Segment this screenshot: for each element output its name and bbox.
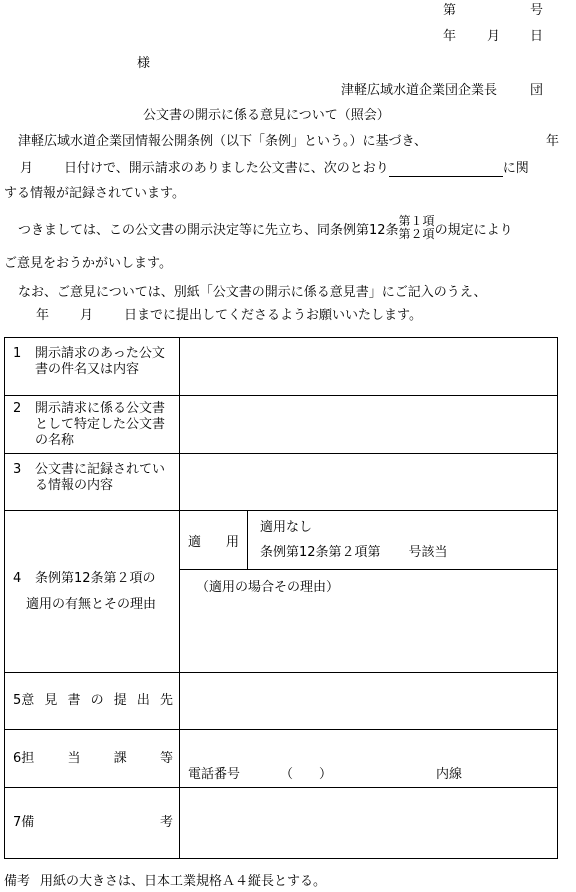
- table-row: [5, 511, 558, 673]
- footer-label: 備考: [4, 874, 31, 889]
- row-4-value: [180, 511, 558, 673]
- subject-blank-line: [389, 162, 503, 177]
- row-4-label: 4 条例第12条第２項の 適用の有無とその理由: [5, 511, 180, 673]
- date-month: 月: [487, 29, 501, 44]
- paragraph-3-line-1: なお、ご意見については、別紙「公文書の開示に係る意見書」にご記入のうえ、: [18, 285, 487, 300]
- table-row: [5, 454, 558, 511]
- paragraph-2-line-1: [18, 212, 513, 244]
- deadline-month: 月: [80, 308, 94, 323]
- row-6-value[interactable]: [180, 730, 558, 788]
- deadline-year: 年: [36, 308, 50, 323]
- row-2-value[interactable]: [180, 396, 558, 454]
- seal-mark: 団: [530, 83, 544, 98]
- row-2-label: 2 開示請求に係る公文書として特定した公文書の名称: [5, 396, 180, 454]
- row-5-value[interactable]: [180, 673, 558, 730]
- reason-field[interactable]: （適用の場合その理由）: [196, 580, 340, 595]
- row-3-value[interactable]: [180, 454, 558, 511]
- paragraph-1-year: 年: [546, 134, 560, 149]
- paragraph-3-line-2: [36, 308, 422, 324]
- phone-area-code: （ ）: [280, 767, 333, 782]
- paragraph-1-text: 日付けで、開示請求のありました公文書に、次のとおり: [64, 161, 389, 176]
- addressee-suffix: 様: [137, 56, 151, 71]
- table-row: [5, 338, 558, 396]
- paragraph-2-end: の規定により: [434, 222, 513, 238]
- table-row: [5, 730, 558, 788]
- table-row: [5, 673, 558, 730]
- row-7-value[interactable]: [180, 788, 558, 859]
- number-prefix: 第: [443, 3, 457, 18]
- paragraph-1-line-1: 津軽広域水道企業団情報公開条例（以下「条例」という。）に基づき、: [18, 134, 427, 149]
- row-3-label: 3 公文書に記録されている情報の内容: [5, 454, 180, 511]
- row-1-value[interactable]: [180, 338, 558, 396]
- option-applicable-item[interactable]: 条例第12条第２項第 号該当: [260, 545, 448, 560]
- paragraph-2-line-2: ご意見をおうかがいします。: [4, 256, 172, 271]
- paragraph-1-end: に関: [502, 161, 529, 176]
- phone-label: 電話番号: [188, 767, 241, 782]
- number-suffix: 号: [530, 3, 544, 18]
- option-not-applicable[interactable]: 適用なし: [260, 520, 313, 535]
- article-paragraph-options: [399, 215, 435, 241]
- row-5-label: 5 意 見 書 の 提 出 先: [5, 673, 180, 730]
- paragraph-1-month: 月: [20, 161, 34, 176]
- sender-title: 津軽広域水道企業団企業長: [341, 83, 498, 98]
- paragraph-2-text: つきましては、この公文書の開示決定等に先立ち、同条例第12条: [18, 222, 399, 238]
- deadline-text: 日までに提出してくださるようお願いいたします。: [124, 308, 422, 323]
- row-1-label: 1 開示請求のあった公文書の件名又は内容: [5, 338, 180, 396]
- document-title: 公文書の開示に係る意見について（照会）: [143, 108, 390, 123]
- application-label: 適 用: [180, 511, 248, 569]
- application-status: [180, 511, 557, 570]
- date-year: 年: [443, 29, 457, 44]
- table-row: [5, 788, 558, 859]
- row-6-label: 6 担 当 課 等: [5, 730, 180, 788]
- row-7-label: 7 備 考: [5, 788, 180, 859]
- footer-note: [4, 874, 326, 890]
- option-paragraph-2: 第２項: [398, 227, 435, 241]
- phone-line: [180, 763, 557, 787]
- paragraph-1-line-3: する情報が記録されています。: [4, 186, 185, 201]
- extension-label: 内線: [436, 767, 463, 782]
- paragraph-1-line-2: [20, 161, 529, 177]
- inquiry-table: [4, 337, 558, 859]
- date-day: 日: [530, 29, 544, 44]
- footer-text: 用紙の大きさは、日本工業規格Ａ４縦長とする。: [40, 874, 327, 889]
- table-row: [5, 396, 558, 454]
- option-paragraph-1: 第１項: [398, 214, 435, 228]
